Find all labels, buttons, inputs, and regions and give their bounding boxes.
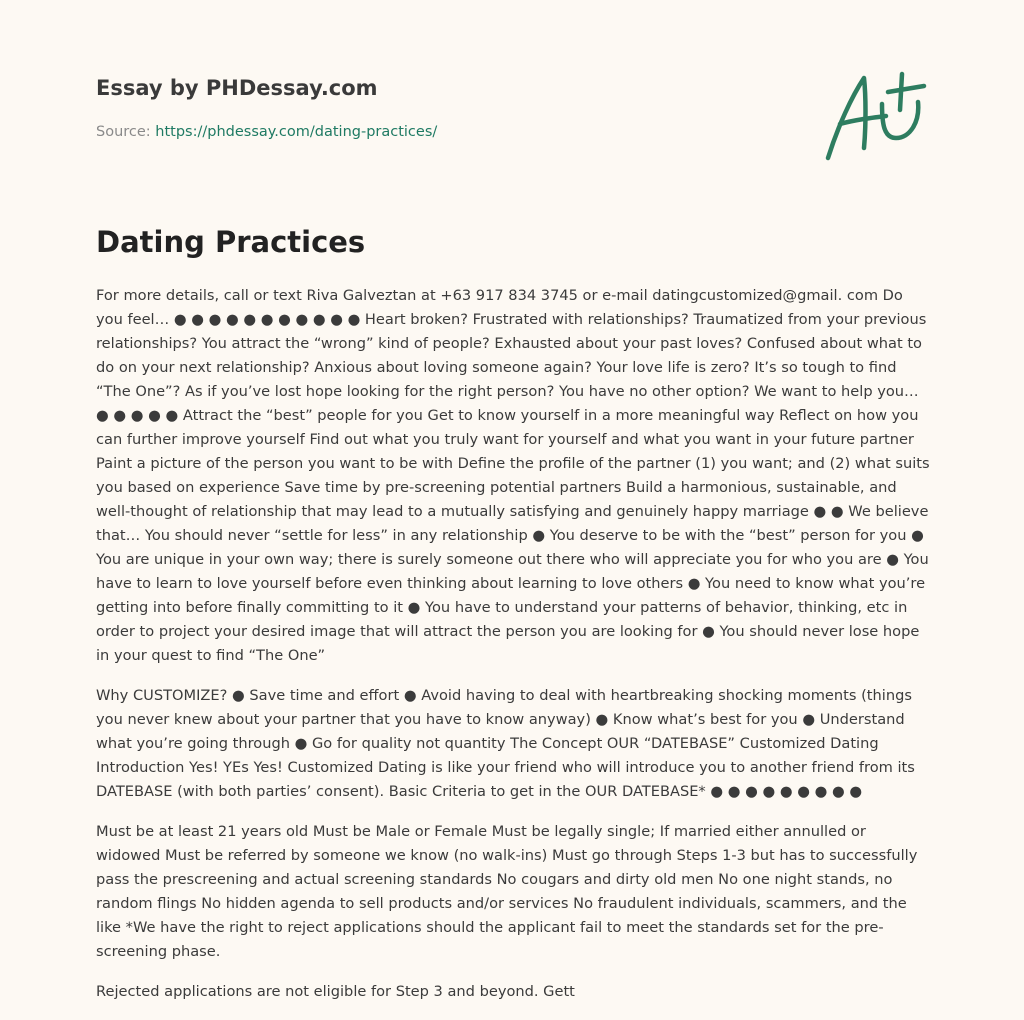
essay-paragraph: Rejected applications are not eligible for Step 3 and beyond. Gett — [96, 983, 575, 1000]
source-line — [96, 124, 437, 140]
site-title: Essay by PHDessay.com — [96, 76, 378, 100]
essay-body — [96, 284, 932, 1020]
essay-paragraph: Must be at least 21 years old Must be Male or Female Must be legally single; If married either annulled or widowed Must be referred by someone we know (no walk-ins) Must go through Steps 1-3 but has to successfully pass the prescreening and actual screening standards No cougars and dirty old men No one night stands, no random flings No hidden agenda to sell products and/or services No fraudulent individuals, scammers, and the like *We have the right to reject applications should the applicant fail to meet the standards set for the pre-screening phase. — [96, 823, 918, 960]
essay-title: Dating Practices — [96, 225, 366, 259]
source-label: Source: — [96, 124, 156, 140]
a-plus-grade-icon — [820, 66, 930, 166]
essay-paragraph: For more details, call or text Riva Galveztan at +63 917 834 3745 or e-mail datingcustomized@gmail. com Do you feel… ● ● ● ● ● ● ● ● ● ● ● Heart broken? Frustrated with relationships? Traumatized from your previous relationships? You attract the “wrong” kind of people? Exhausted about your past loves? Confused about what to do on your next relationship? Anxious about loving someone again? Your love life is zero? It’s so tough to find “The One”? As if you’ve lost hope looking for the right person? You have no other option? We want to help you… ● ● ● ● ● Attract the “best” people for you Get to know yourself in a more meaningful way Reflect on how you can further improve yourself Find out what you truly want for yourself and what you want in your future partner Paint a picture of the person you want to be with Define the profile of the partner (1) you want; and (2) what suits you based on experience Save time by pre-screening potential partners Build a harmonious, sustainable, and well-thought of relationship that may lead to a mutually satisfying and genuinely happy marriage ● ● We believe that… You should never “settle for less” in any relationship ● You deserve to be with the “best” person for you ● You are unique in your own way; there is surely someone out there who will appreciate you for who you are ● You have to learn to love yourself before even thinking about learning to love others ● You need to know what you’re getting into before finally committing to it ● You have to understand your patterns of behavior, thinking, etc in order to project your desired image that will attract the person you are looking for ● You should never lose hope in your quest to find “The One” — [96, 287, 930, 664]
source-link[interactable]: https://phdessay.com/dating-practices/ — [155, 124, 438, 140]
essay-paragraph: Why CUSTOMIZE? ● Save time and effort ● Avoid having to deal with heartbreaking shocking moments (things you never knew about your partner that you have to know anyway) ● Know what’s best for you ● Understand what you’re going through ● Go for quality not quantity The Concept OUR “DATEBASE” Customized Dating Introduction Yes! YEs Yes! Customized Dating is like your friend who will introduce you to another friend from its DATEBASE (with both parties’ consent). Basic Criteria to get in the OUR DATEBASE* ● ● ● ● ● ● ● ● ● — [96, 687, 915, 800]
